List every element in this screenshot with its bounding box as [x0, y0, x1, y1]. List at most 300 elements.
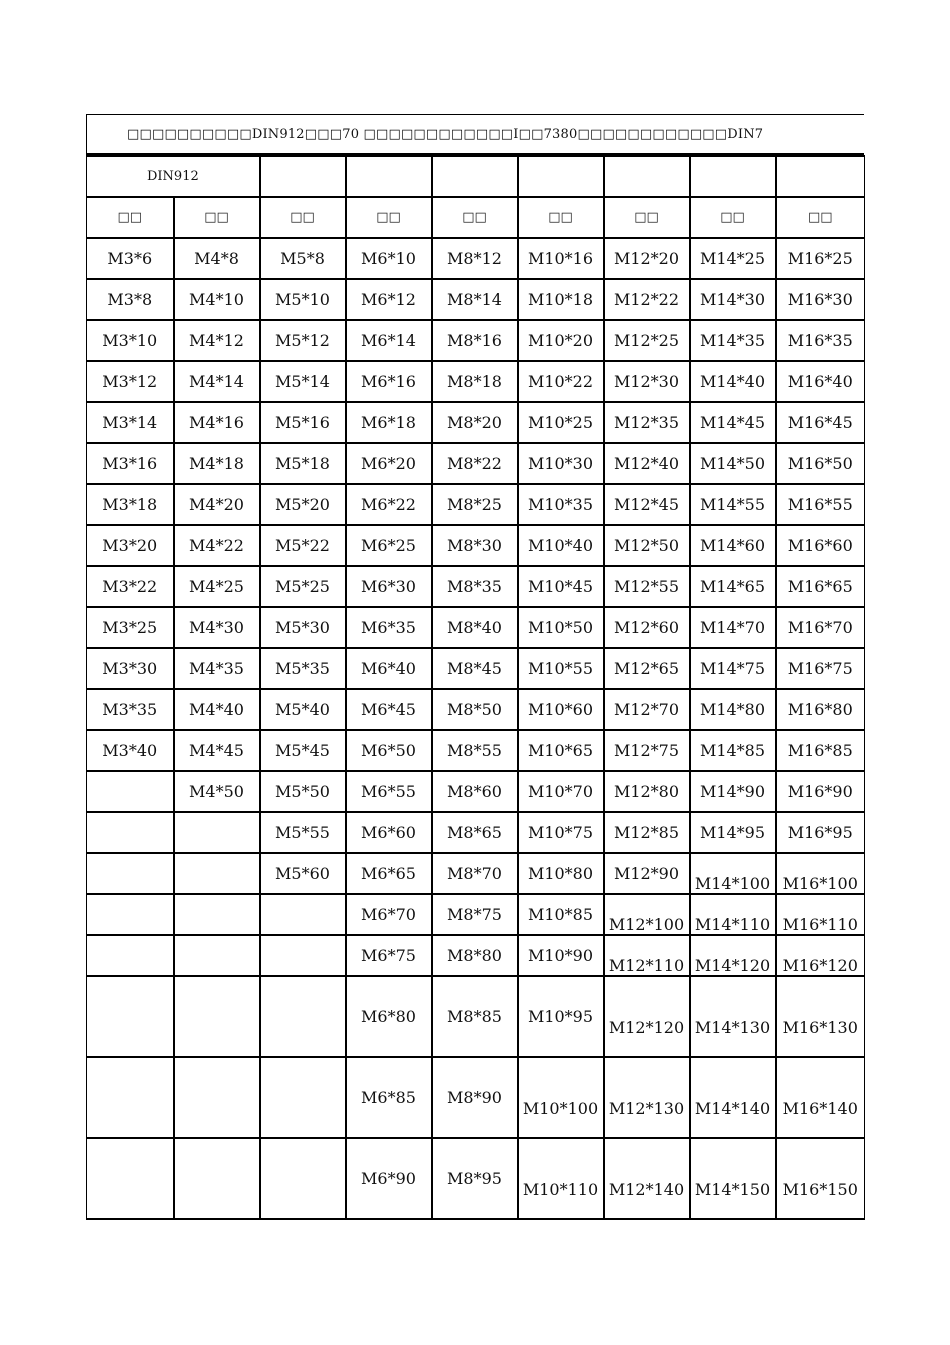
size-cell — [604, 812, 690, 853]
size-value: M8*80 — [447, 946, 502, 965]
size-value: M6*12 — [361, 290, 416, 309]
size-cell — [174, 607, 260, 648]
size-cell — [432, 894, 518, 935]
size-value: M8*22 — [447, 454, 502, 473]
size-cell — [604, 402, 690, 443]
empty-cell — [690, 156, 776, 197]
size-value: M12*110 — [608, 956, 685, 975]
size-cell — [776, 361, 865, 402]
table-row — [87, 402, 865, 443]
size-cell — [174, 361, 260, 402]
size-value: M14*30 — [699, 290, 766, 309]
size-value: M8*14 — [447, 290, 502, 309]
size-value: M8*16 — [447, 331, 502, 350]
size-value: M12*35 — [613, 413, 680, 432]
size-value: M8*20 — [447, 413, 502, 432]
size-cell — [346, 730, 432, 771]
size-cell — [690, 443, 776, 484]
size-cell — [604, 443, 690, 484]
size-cell — [690, 853, 776, 894]
size-cell — [604, 361, 690, 402]
size-value: M6*22 — [361, 495, 416, 514]
size-cell — [87, 320, 174, 361]
size-cell — [518, 484, 604, 525]
size-cell — [518, 361, 604, 402]
size-value: M5*8 — [280, 249, 325, 268]
size-cell — [432, 853, 518, 894]
sheet-title: □□□□□□□□□□DIN912□□□70 □□□□□□□□□□□□I□□7380□□□□□□□□□□□□DIN7 — [86, 114, 864, 155]
size-value: M12*65 — [613, 659, 680, 678]
size-cell — [346, 443, 432, 484]
column-header: □□ — [260, 197, 346, 238]
size-cell — [260, 566, 346, 607]
size-value: M12*45 — [613, 495, 680, 514]
size-cell — [604, 853, 690, 894]
size-value: M14*110 — [694, 915, 771, 934]
size-cell — [518, 853, 604, 894]
size-cell — [604, 1138, 690, 1219]
size-value: M3*10 — [102, 331, 158, 350]
size-cell — [604, 279, 690, 320]
size-value: M5*35 — [275, 659, 330, 678]
size-value: M14*95 — [699, 823, 766, 842]
size-cell — [346, 525, 432, 566]
size-value: M12*20 — [613, 249, 680, 268]
size-cell — [87, 402, 174, 443]
size-value: M16*110 — [782, 915, 858, 934]
size-value: M12*70 — [613, 700, 680, 719]
size-value: M3*18 — [102, 495, 158, 514]
size-value: M6*65 — [361, 864, 416, 883]
size-value: M6*20 — [361, 454, 416, 473]
size-value: M8*95 — [447, 1169, 502, 1188]
empty-cell — [87, 894, 174, 935]
size-cell — [690, 894, 776, 935]
size-value: M16*85 — [787, 741, 853, 760]
size-value: M5*20 — [275, 495, 330, 514]
size-cell — [518, 935, 604, 976]
size-value: M8*65 — [447, 823, 502, 842]
size-value: M4*8 — [194, 249, 239, 268]
size-value: M10*25 — [527, 413, 594, 432]
size-value: M16*150 — [782, 1180, 858, 1199]
size-value: M12*130 — [608, 1099, 685, 1118]
standard-row — [87, 156, 865, 197]
screw-spec-sheet — [86, 114, 864, 1220]
size-cell — [87, 730, 174, 771]
size-value: M8*40 — [447, 618, 502, 637]
size-value: M10*85 — [527, 905, 594, 924]
table-row — [87, 484, 865, 525]
size-cell — [776, 1057, 865, 1138]
size-cell — [518, 771, 604, 812]
size-cell — [346, 812, 432, 853]
size-value: M16*65 — [787, 577, 853, 596]
size-value: M5*30 — [275, 618, 330, 637]
size-value: M6*18 — [361, 413, 416, 432]
size-cell — [432, 1138, 518, 1219]
size-cell — [604, 648, 690, 689]
spec-table — [86, 155, 865, 1220]
size-cell — [432, 238, 518, 279]
size-value: M5*50 — [275, 782, 330, 801]
size-value: M14*45 — [699, 413, 766, 432]
size-value: M5*16 — [275, 413, 330, 432]
size-value: M14*40 — [699, 372, 766, 391]
size-value: M16*120 — [782, 956, 858, 975]
size-cell — [260, 648, 346, 689]
table-row — [87, 689, 865, 730]
size-cell — [432, 1057, 518, 1138]
size-value: M6*55 — [361, 782, 416, 801]
size-value: M6*35 — [361, 618, 416, 637]
size-cell — [690, 402, 776, 443]
size-value: M3*12 — [102, 372, 158, 391]
size-cell — [87, 279, 174, 320]
size-value: M16*70 — [787, 618, 853, 637]
size-cell — [776, 525, 865, 566]
header-row — [87, 197, 865, 238]
size-value: M6*70 — [361, 905, 416, 924]
empty-cell — [260, 935, 346, 976]
size-value: M16*35 — [787, 331, 853, 350]
size-cell — [346, 238, 432, 279]
table-row — [87, 935, 865, 976]
size-value: M10*70 — [527, 782, 594, 801]
size-cell — [346, 566, 432, 607]
empty-cell — [174, 812, 260, 853]
size-value: M5*22 — [275, 536, 330, 555]
size-cell — [518, 1138, 604, 1219]
column-header: □□ — [174, 197, 260, 238]
size-cell — [432, 361, 518, 402]
empty-cell — [87, 853, 174, 894]
size-value: M10*90 — [527, 946, 594, 965]
empty-cell — [174, 935, 260, 976]
size-cell — [346, 607, 432, 648]
size-value: M8*75 — [447, 905, 502, 924]
size-value: M10*75 — [527, 823, 594, 842]
size-cell — [87, 607, 174, 648]
empty-cell — [87, 1138, 174, 1219]
size-cell — [690, 484, 776, 525]
table-row — [87, 730, 865, 771]
size-cell — [776, 894, 865, 935]
size-value: M3*30 — [102, 659, 158, 678]
size-value: M14*75 — [699, 659, 766, 678]
size-value: M12*22 — [613, 290, 680, 309]
size-cell — [518, 525, 604, 566]
empty-cell — [87, 771, 174, 812]
empty-cell — [87, 812, 174, 853]
size-cell — [690, 1057, 776, 1138]
size-cell — [690, 238, 776, 279]
size-value: M6*90 — [361, 1169, 416, 1188]
size-cell — [776, 689, 865, 730]
size-value: M12*60 — [613, 618, 680, 637]
size-value: M10*16 — [527, 249, 594, 268]
table-row — [87, 1138, 865, 1219]
size-cell — [346, 648, 432, 689]
size-value: M4*35 — [189, 659, 244, 678]
size-cell — [518, 238, 604, 279]
size-cell — [174, 525, 260, 566]
size-cell — [518, 648, 604, 689]
size-value: M16*90 — [787, 782, 853, 801]
size-cell — [346, 853, 432, 894]
size-value: M6*16 — [361, 372, 416, 391]
size-cell — [776, 402, 865, 443]
table-row — [87, 771, 865, 812]
size-value: M12*50 — [613, 536, 680, 555]
size-value: M5*18 — [275, 454, 330, 473]
size-cell — [432, 525, 518, 566]
standard-label: DIN912 — [87, 156, 260, 197]
size-value: M12*25 — [613, 331, 680, 350]
size-cell — [690, 771, 776, 812]
size-cell — [776, 853, 865, 894]
size-value: M10*40 — [527, 536, 594, 555]
size-cell — [776, 279, 865, 320]
size-value: M16*140 — [782, 1099, 858, 1118]
size-cell — [260, 812, 346, 853]
size-cell — [518, 689, 604, 730]
size-value: M14*50 — [699, 454, 766, 473]
table-row — [87, 525, 865, 566]
size-value: M4*16 — [189, 413, 244, 432]
size-value: M6*40 — [361, 659, 416, 678]
size-value: M16*130 — [782, 1018, 858, 1037]
size-value: M3*16 — [102, 454, 158, 473]
table-row — [87, 238, 865, 279]
size-value: M16*100 — [782, 874, 858, 893]
table-row — [87, 648, 865, 689]
size-value: M10*30 — [527, 454, 594, 473]
size-cell — [346, 402, 432, 443]
size-value: M10*20 — [527, 331, 594, 350]
size-cell — [776, 730, 865, 771]
size-cell — [690, 648, 776, 689]
size-value: M16*55 — [787, 495, 853, 514]
table-row — [87, 361, 865, 402]
size-cell — [518, 894, 604, 935]
column-header: □□ — [604, 197, 690, 238]
size-value: M12*55 — [613, 577, 680, 596]
size-value: M8*35 — [447, 577, 502, 596]
size-value: M5*60 — [275, 864, 330, 883]
size-value: M3*40 — [102, 741, 158, 760]
size-cell — [776, 320, 865, 361]
size-value: M5*40 — [275, 700, 330, 719]
size-cell — [174, 238, 260, 279]
size-cell — [604, 238, 690, 279]
size-value: M6*60 — [361, 823, 416, 842]
size-cell — [690, 812, 776, 853]
size-cell — [346, 320, 432, 361]
size-cell — [518, 320, 604, 361]
size-cell — [432, 402, 518, 443]
size-value: M14*140 — [694, 1099, 771, 1118]
size-cell — [346, 894, 432, 935]
column-header: □□ — [690, 197, 776, 238]
size-value: M5*12 — [275, 331, 330, 350]
empty-cell — [260, 1138, 346, 1219]
size-cell — [518, 402, 604, 443]
size-cell — [174, 689, 260, 730]
size-value: M3*20 — [102, 536, 158, 555]
size-value: M14*35 — [699, 331, 766, 350]
table-row — [87, 812, 865, 853]
size-cell — [690, 320, 776, 361]
size-cell — [604, 525, 690, 566]
size-cell — [604, 771, 690, 812]
size-cell — [87, 648, 174, 689]
size-value: M6*80 — [361, 1007, 416, 1026]
size-value: M16*95 — [787, 823, 853, 842]
size-value: M3*6 — [107, 249, 153, 268]
size-cell — [432, 566, 518, 607]
column-header: □□ — [87, 197, 174, 238]
size-value: M4*18 — [189, 454, 244, 473]
size-value: M12*120 — [608, 1018, 685, 1037]
empty-cell — [432, 156, 518, 197]
empty-cell — [604, 156, 690, 197]
empty-cell — [776, 156, 865, 197]
size-cell — [87, 238, 174, 279]
size-cell — [432, 648, 518, 689]
size-cell — [260, 853, 346, 894]
size-cell — [174, 648, 260, 689]
size-value: M4*12 — [189, 331, 244, 350]
table-row — [87, 279, 865, 320]
size-cell — [346, 1138, 432, 1219]
empty-cell — [260, 156, 346, 197]
size-value: M16*60 — [787, 536, 853, 555]
empty-cell — [87, 1057, 174, 1138]
size-cell — [776, 238, 865, 279]
size-value: M6*45 — [361, 700, 416, 719]
size-cell — [604, 484, 690, 525]
size-value: M10*60 — [527, 700, 594, 719]
size-cell — [690, 566, 776, 607]
size-value: M16*50 — [787, 454, 853, 473]
size-value: M4*50 — [189, 782, 244, 801]
empty-cell — [174, 894, 260, 935]
size-cell — [432, 484, 518, 525]
size-cell — [346, 771, 432, 812]
empty-cell — [87, 976, 174, 1057]
size-value: M3*22 — [102, 577, 158, 596]
size-value: M4*22 — [189, 536, 244, 555]
size-value: M4*25 — [189, 577, 244, 596]
column-header: □□ — [518, 197, 604, 238]
size-value: M3*8 — [107, 290, 153, 309]
size-value: M4*14 — [189, 372, 244, 391]
size-cell — [690, 361, 776, 402]
size-cell — [776, 976, 865, 1057]
size-cell — [346, 689, 432, 730]
size-value: M6*10 — [361, 249, 416, 268]
size-value: M14*85 — [699, 741, 766, 760]
size-value: M6*14 — [361, 331, 416, 350]
size-cell — [690, 689, 776, 730]
size-value: M4*20 — [189, 495, 244, 514]
size-value: M4*40 — [189, 700, 244, 719]
size-cell — [604, 607, 690, 648]
size-cell — [260, 730, 346, 771]
size-value: M14*25 — [699, 249, 766, 268]
size-value: M14*70 — [699, 618, 766, 637]
size-value: M14*60 — [699, 536, 766, 555]
size-value: M5*55 — [275, 823, 330, 842]
size-value: M14*90 — [699, 782, 766, 801]
size-cell — [432, 771, 518, 812]
empty-cell — [174, 1138, 260, 1219]
size-cell — [260, 279, 346, 320]
table-row — [87, 566, 865, 607]
size-value: M8*55 — [447, 741, 502, 760]
size-cell — [776, 935, 865, 976]
size-value: M4*45 — [189, 741, 244, 760]
size-cell — [432, 320, 518, 361]
size-cell — [518, 566, 604, 607]
size-cell — [346, 1057, 432, 1138]
size-value: M10*50 — [527, 618, 594, 637]
size-value: M16*40 — [787, 372, 853, 391]
size-cell — [174, 279, 260, 320]
size-value: M10*35 — [527, 495, 594, 514]
empty-cell — [260, 976, 346, 1057]
size-cell — [346, 976, 432, 1057]
size-value: M14*65 — [699, 577, 766, 596]
size-value: M12*90 — [613, 864, 680, 883]
size-value: M8*12 — [447, 249, 502, 268]
table-row — [87, 443, 865, 484]
size-cell — [604, 320, 690, 361]
size-value: M14*120 — [694, 956, 771, 975]
empty-cell — [174, 976, 260, 1057]
size-value: M16*75 — [787, 659, 853, 678]
table-row — [87, 894, 865, 935]
size-cell — [260, 689, 346, 730]
size-value: M14*130 — [694, 1018, 771, 1037]
size-value: M3*35 — [102, 700, 158, 719]
size-value: M12*85 — [613, 823, 680, 842]
size-value: M16*30 — [787, 290, 853, 309]
size-cell — [518, 279, 604, 320]
size-cell — [776, 1138, 865, 1219]
size-cell — [604, 894, 690, 935]
size-value: M12*100 — [608, 915, 685, 934]
size-value: M10*110 — [522, 1180, 599, 1199]
size-value: M3*25 — [102, 618, 158, 637]
size-cell — [776, 443, 865, 484]
column-header: □□ — [776, 197, 865, 238]
size-cell — [518, 730, 604, 771]
size-cell — [174, 443, 260, 484]
size-value: M8*45 — [447, 659, 502, 678]
size-value: M8*60 — [447, 782, 502, 801]
size-value: M6*75 — [361, 946, 416, 965]
size-cell — [87, 443, 174, 484]
size-cell — [776, 566, 865, 607]
size-cell — [432, 730, 518, 771]
size-cell — [604, 730, 690, 771]
size-cell — [776, 771, 865, 812]
size-cell — [690, 976, 776, 1057]
size-value: M5*45 — [275, 741, 330, 760]
size-cell — [432, 443, 518, 484]
